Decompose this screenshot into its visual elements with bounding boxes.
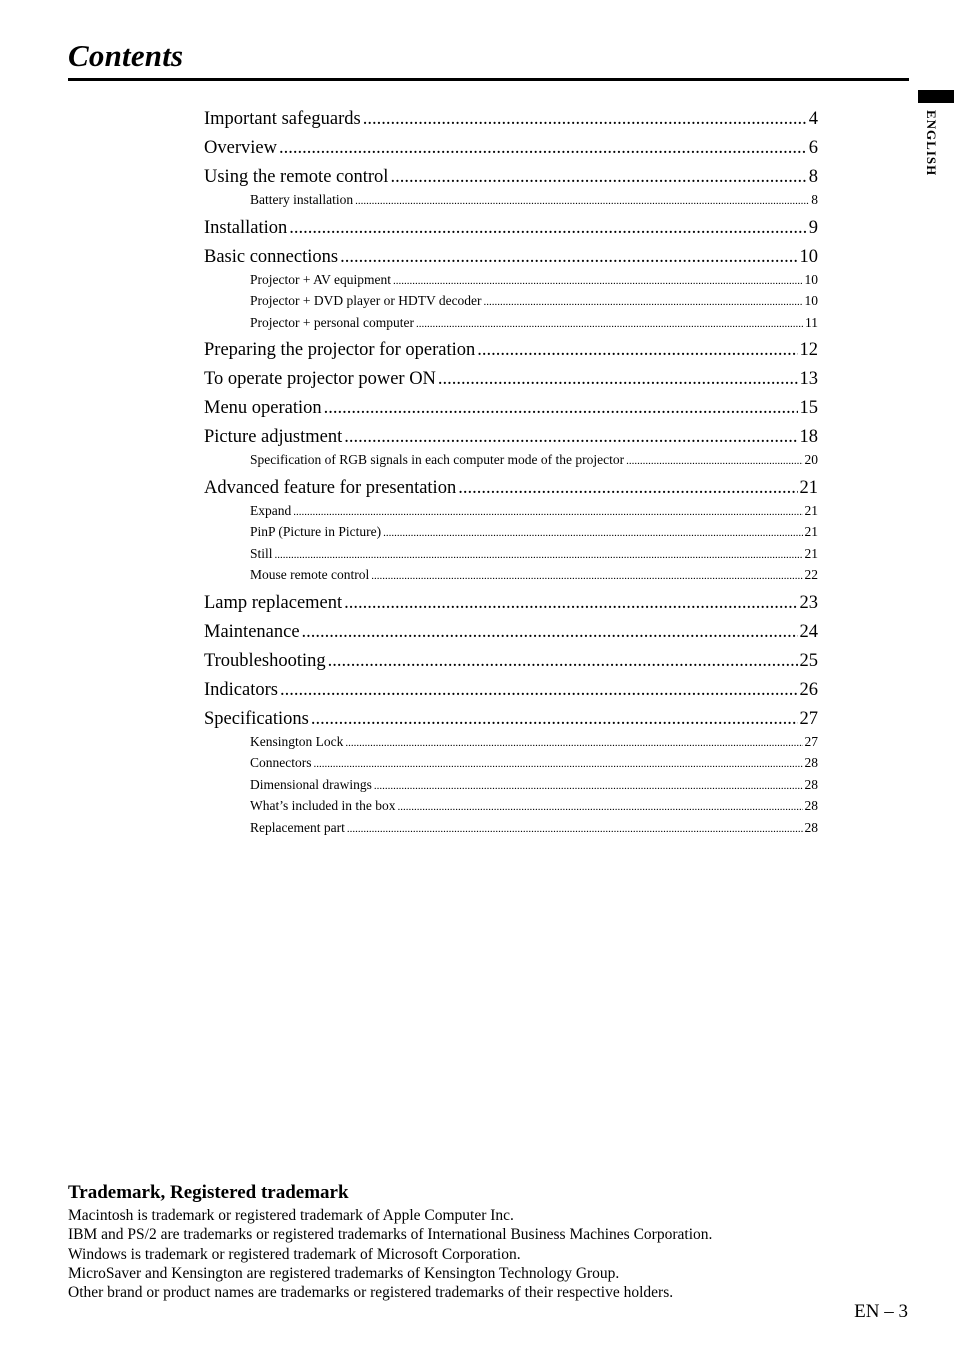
toc-entry-title: Basic connections <box>204 246 339 267</box>
toc-subentry <box>204 755 818 777</box>
toc-entry-title: Projector + DVD player or HDTV decoder <box>250 293 482 308</box>
toc-subentry <box>204 503 818 525</box>
toc-entry-page: 24 <box>799 621 818 642</box>
toc-entry-title: Indicators <box>204 679 278 700</box>
toc-subentry <box>204 567 818 589</box>
toc-subentry <box>204 798 818 820</box>
table-of-contents <box>204 109 818 845</box>
toc-entry-title: Connectors <box>250 755 312 770</box>
toc-entry-title: Overview <box>204 138 277 158</box>
toc-entry-title: Specifications <box>204 708 309 729</box>
page-title: Contents <box>68 38 184 73</box>
dot-leader <box>438 369 798 390</box>
toc-entry-title: What’s included in the box <box>250 798 396 813</box>
dot-leader <box>477 340 797 361</box>
toc-entry-page: 20 <box>804 452 818 467</box>
dot-leader <box>390 167 806 188</box>
toc-entry <box>204 340 818 369</box>
trademark-line: Other brand or product names are trademarks or registered trademarks of their respective holders. <box>68 1284 674 1302</box>
toc-entry-page: 22 <box>804 567 818 582</box>
dot-leader <box>340 247 797 268</box>
toc-entry-page: 28 <box>804 776 818 792</box>
dot-leader <box>275 546 803 562</box>
toc-entry-page: 6 <box>808 138 818 158</box>
toc-entry-page: 12 <box>799 340 818 360</box>
toc-subentry <box>204 192 818 214</box>
dot-leader <box>393 272 803 288</box>
toc-entry-title: Expand <box>250 502 292 518</box>
trademark-line: IBM and PS/2 are trademarks or registered trademarks of International Business Machines Corporation. <box>68 1226 713 1244</box>
toc-entry-page: 10 <box>804 271 818 287</box>
toc-entry-page: 18 <box>799 427 818 447</box>
toc-subentry <box>204 734 818 756</box>
toc-entry-title: Kensington Lock <box>250 733 344 749</box>
toc-entry-title: Using the remote control <box>204 167 389 187</box>
toc-entry <box>204 680 818 709</box>
dot-leader <box>345 734 802 750</box>
trademark-line: Windows is trademark or registered trademark of Microsoft Corporation. <box>68 1245 521 1263</box>
toc-subentry <box>204 546 818 568</box>
dot-leader <box>279 138 807 159</box>
toc-subentry <box>204 777 818 799</box>
toc-entry-title: Mouse remote control <box>250 567 370 582</box>
dot-leader <box>458 478 797 499</box>
toc-entry <box>204 651 818 680</box>
toc-entry <box>204 138 818 167</box>
toc-entry-page: 28 <box>804 798 818 813</box>
toc-entry-title: Battery installation <box>250 192 354 207</box>
toc-entry-page: 27 <box>799 708 818 729</box>
dot-leader <box>374 777 803 793</box>
language-tab-label: ENGLISH <box>924 110 939 177</box>
trademark-line: Macintosh is trademark or registered trademark of Apple Computer Inc. <box>68 1207 514 1224</box>
toc-entry-title: Specification of RGB signals in each computer mode of the projector <box>250 452 625 467</box>
toc-entry-title: Advanced feature for presentation <box>204 477 457 498</box>
toc-entry-title: Replacement part <box>250 819 345 835</box>
toc-subentry <box>204 272 818 294</box>
dot-leader <box>363 109 807 130</box>
trademark-line: MicroSaver and Kensington are registered trademarks of Kensington Technology Group. <box>68 1264 620 1282</box>
toc-entry-page: 21 <box>804 545 818 561</box>
toc-entry-title: Important safeguards <box>204 109 361 129</box>
toc-entry-title: Dimensional drawings <box>250 776 372 792</box>
toc-entry-page: 10 <box>799 246 818 267</box>
toc-entry-page: 10 <box>804 293 818 308</box>
dot-leader <box>302 622 798 643</box>
toc-entry <box>204 218 818 247</box>
toc-subentry <box>204 293 818 315</box>
toc-entry <box>204 622 818 651</box>
toc-entry-page: 25 <box>799 650 818 671</box>
toc-subentry <box>204 820 818 842</box>
toc-entry-page: 8 <box>808 167 818 187</box>
toc-entry-title: Still <box>250 545 273 561</box>
toc-entry-page: 8 <box>811 192 818 207</box>
toc-entry <box>204 398 818 427</box>
dot-leader <box>626 452 802 468</box>
toc-entry-title: Projector + AV equipment <box>250 271 391 287</box>
toc-entry-page: 9 <box>808 217 818 238</box>
dot-leader <box>355 192 809 208</box>
toc-entry-page: 4 <box>808 109 818 129</box>
dot-leader <box>293 503 802 519</box>
dot-leader <box>324 398 798 419</box>
toc-subentry <box>204 315 818 337</box>
dot-leader <box>484 293 803 309</box>
toc-entry-title: Troubleshooting <box>204 650 326 671</box>
toc-subentry <box>204 452 818 474</box>
toc-subentry <box>204 524 818 546</box>
toc-entry <box>204 109 818 138</box>
language-tab-marker <box>918 90 954 103</box>
toc-entry-title: Picture adjustment <box>204 427 343 447</box>
toc-entry-page: 11 <box>805 314 818 330</box>
dot-leader <box>344 427 797 448</box>
dot-leader <box>289 218 807 239</box>
trademark-section <box>68 1182 868 1302</box>
toc-entry-title: Projector + personal computer <box>250 314 414 330</box>
dot-leader <box>416 315 803 331</box>
dot-leader <box>311 709 798 730</box>
page-number: EN – 3 <box>854 1301 908 1322</box>
toc-entry-title: Installation <box>204 217 288 238</box>
toc-entry-page: 13 <box>799 369 818 389</box>
title-rule <box>68 78 909 81</box>
toc-entry-title: Maintenance <box>204 621 300 642</box>
toc-entry-page: 21 <box>804 502 818 518</box>
toc-entry-title: Menu operation <box>204 398 322 418</box>
toc-entry-title: To operate projector power ON <box>204 369 436 389</box>
dot-leader <box>371 567 802 583</box>
dot-leader <box>397 798 802 814</box>
dot-leader <box>328 651 798 672</box>
toc-entry-title: PinP (Picture in Picture) <box>250 524 382 539</box>
trademark-heading: Trademark, Registered trademark <box>68 1182 349 1203</box>
dot-leader <box>314 755 803 771</box>
toc-entry-page: 26 <box>799 679 818 700</box>
dot-leader <box>344 593 797 614</box>
toc-entry-page: 28 <box>804 755 818 770</box>
toc-entry-page: 28 <box>804 819 818 835</box>
toc-entry-title: Preparing the projector for operation <box>204 340 476 360</box>
toc-entry <box>204 369 818 398</box>
dot-leader <box>347 820 803 836</box>
toc-entry-page: 21 <box>799 477 818 498</box>
toc-entry-page: 27 <box>804 733 818 749</box>
dot-leader <box>383 524 802 540</box>
toc-entry-page: 21 <box>804 524 818 539</box>
toc-entry-page: 15 <box>799 398 818 418</box>
toc-entry-title: Lamp replacement <box>204 592 343 613</box>
toc-entry <box>204 593 818 622</box>
dot-leader <box>280 680 798 701</box>
toc-entry-page: 23 <box>799 592 818 613</box>
